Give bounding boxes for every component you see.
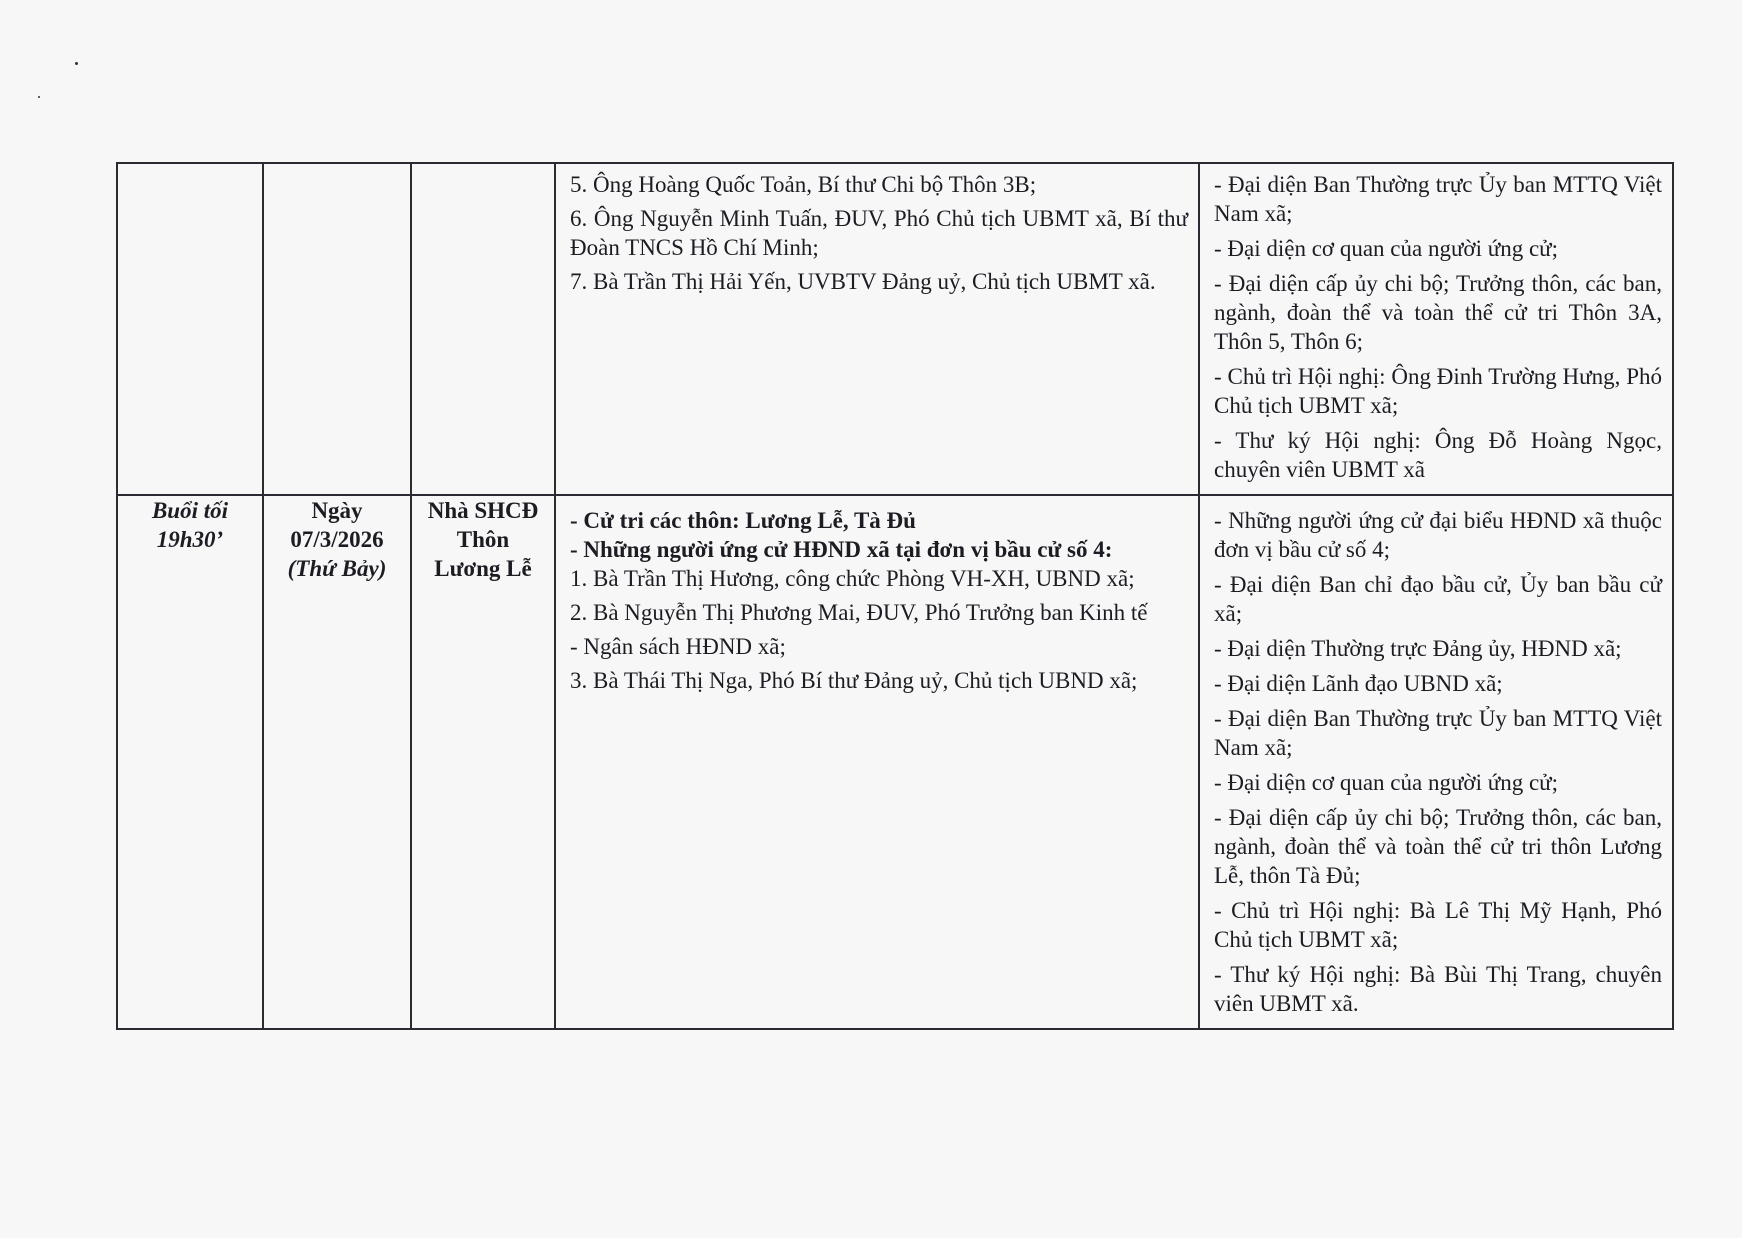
session-label: Buổi tối — [151, 498, 229, 523]
candidates-heading: - Những người ứng cử HĐND xã tại đơn vị bầu cử số 4: — [570, 537, 1113, 562]
participants-cell — [555, 163, 1199, 495]
participant-item: 3. Bà Thái Thị Nga, Phó Bí thư Đảng uỷ, Chủ tịch UBND xã; — [570, 668, 1138, 693]
attendee-item: - Thư ký Hội nghị: Ông Đỗ Hoàng Ngọc, chuyên viên UBMT xã — [1214, 428, 1662, 482]
location-line: Lương Lễ — [434, 556, 532, 581]
table-row — [117, 495, 1673, 1029]
scan-speck — [75, 62, 78, 65]
attendee-item: - Đại diện cơ quan của người ứng cử; — [1214, 770, 1559, 795]
participant-item: 7. Bà Trần Thị Hải Yến, UVBTV Đảng uỷ, Chủ tịch UBMT xã. — [570, 269, 1156, 294]
participant-item: - Ngân sách HĐND xã; — [570, 634, 786, 659]
participants-cell — [555, 495, 1199, 1029]
location-cell — [411, 163, 555, 495]
time-cell — [117, 495, 263, 1029]
date-label: Ngày — [311, 498, 363, 523]
table-row — [117, 163, 1673, 495]
attendees-cell — [1199, 495, 1673, 1029]
attendee-item: - Thư ký Hội nghị: Bà Bùi Thị Trang, chuyên viên UBMT xã. — [1214, 962, 1662, 1016]
attendee-item: - Đại diện Thường trực Đảng ủy, HĐND xã; — [1214, 636, 1622, 661]
voters-heading: - Cử tri các thôn: Lương Lễ, Tà Đủ — [570, 508, 916, 533]
date-cell — [263, 495, 411, 1029]
location-cell — [411, 495, 555, 1029]
meeting-schedule-table — [116, 162, 1674, 1030]
attendee-item: - Đại diện Ban Thường trực Ủy ban MTTQ Việt Nam xã; — [1214, 172, 1662, 226]
location-line: Nhà SHCĐ — [427, 498, 539, 523]
participant-item: 6. Ông Nguyễn Minh Tuấn, ĐUV, Phó Chủ tịch UBMT xã, Bí thư Đoàn TNCS Hồ Chí Minh; — [570, 206, 1188, 260]
date-cell — [263, 163, 411, 495]
session-time: 19h30’ — [156, 527, 224, 552]
attendee-item: - Đại diện cấp ủy chi bộ; Trưởng thôn, các ban, ngành, đoàn thể và toàn thể cử tri Thôn 3A, Thôn 5, Thôn 6; — [1214, 271, 1662, 354]
attendees-cell — [1199, 163, 1673, 495]
attendee-item: - Đại diện cơ quan của người ứng cử; — [1214, 236, 1559, 261]
attendee-item: - Đại diện Lãnh đạo UBND xã; — [1214, 671, 1503, 696]
attendee-item: - Chủ trì Hội nghị: Bà Lê Thị Mỹ Hạnh, Phó Chủ tịch UBMT xã; — [1214, 898, 1662, 952]
time-cell — [117, 163, 263, 495]
attendee-item: - Đại diện Ban Thường trực Ủy ban MTTQ Việt Nam xã; — [1214, 706, 1662, 760]
location-line: Thôn — [456, 527, 510, 552]
scan-speck — [38, 96, 40, 98]
attendee-item: - Chủ trì Hội nghị: Ông Đinh Trường Hưng, Phó Chủ tịch UBMT xã; — [1214, 364, 1662, 418]
attendee-item: - Những người ứng cử đại biểu HĐND xã thuộc đơn vị bầu cử số 4; — [1214, 508, 1662, 562]
attendee-item: - Đại diện cấp ủy chi bộ; Trưởng thôn, các ban, ngành, đoàn thể và toàn thể cử tri thôn Lương Lễ, thôn Tà Đủ; — [1214, 805, 1662, 888]
weekday: (Thứ Bảy) — [287, 556, 387, 581]
participant-item: 1. Bà Trần Thị Hương, công chức Phòng VH-XH, UBND xã; — [570, 566, 1135, 591]
participant-item: 2. Bà Nguyễn Thị Phương Mai, ĐUV, Phó Trưởng ban Kinh tế — [570, 600, 1148, 625]
attendee-item: - Đại diện Ban chỉ đạo bầu cử, Ủy ban bầu cử xã; — [1214, 572, 1662, 626]
date-value: 07/3/2026 — [290, 527, 384, 552]
participant-item: 5. Ông Hoàng Quốc Toản, Bí thư Chi bộ Thôn 3B; — [570, 172, 1037, 197]
